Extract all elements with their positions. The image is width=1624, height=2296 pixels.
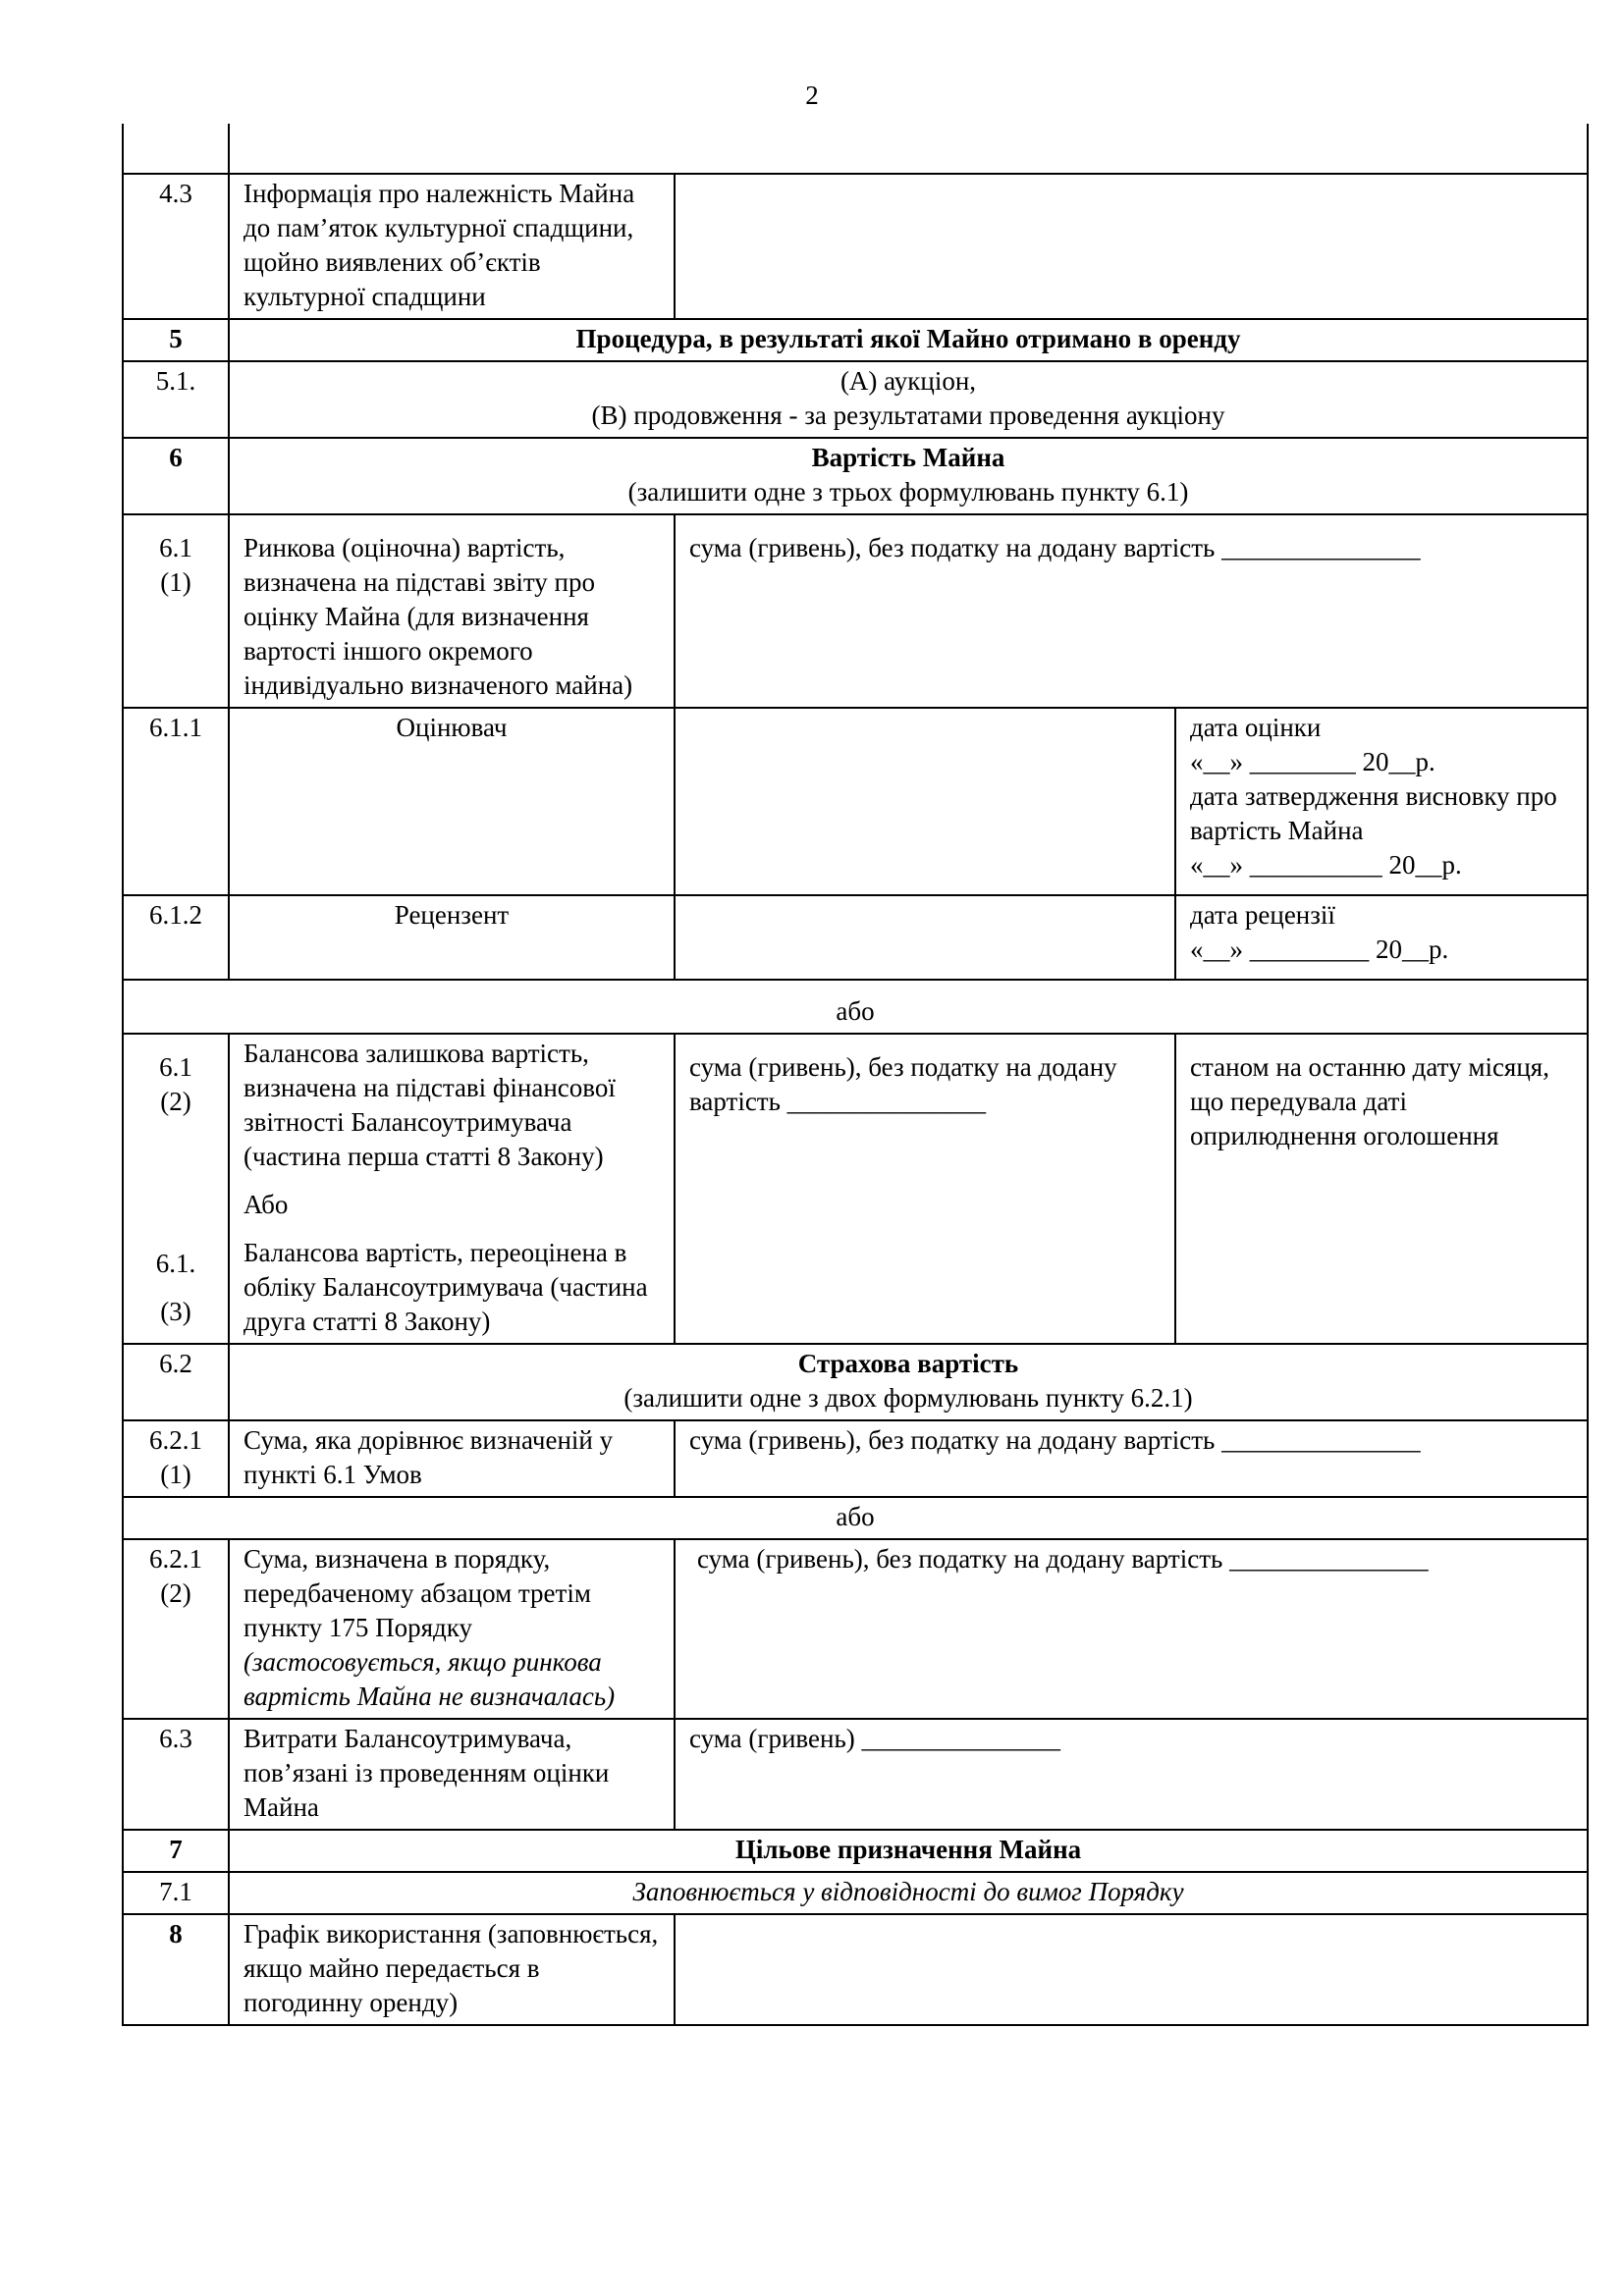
row-number: 7.1 [123, 1872, 229, 1914]
row-label [229, 1539, 675, 1719]
table-row-6-1-1-appraiser [123, 708, 1588, 895]
alternative-separator: або [123, 1497, 1588, 1539]
table-cell [123, 124, 229, 174]
row-note-text: станом на останню дату місяця, що передувала даті оприлюднення оголошення [1190, 1052, 1549, 1150]
row-number-main: 6.1 [159, 1052, 192, 1082]
row-number [123, 1539, 229, 1719]
row-label-text: Балансова залишкова вартість, визначена на підставі фінансової звітності Балансоутримувача (частина перша статті 8 Закону) [244, 1039, 616, 1171]
row-label: Рецензент [229, 895, 675, 980]
row-number: 6.2 [123, 1344, 229, 1420]
date-fill: «__» _________ 20__р. [1190, 934, 1449, 964]
row-label-or: Або [244, 1190, 289, 1219]
procedure-options [229, 361, 1588, 438]
row-label-text: Ринкова (оціночна) вартість, визначена на підставі звіту про оцінку Майна (для визначення вартості іншого окремого індивідуально визначеного майна) [244, 533, 633, 700]
table-row-6-1-2-balance [123, 1034, 1588, 1344]
row-label-text: Сума, визначена в порядку, передбаченому абзацом третім пункту 175 Порядку [244, 1544, 591, 1642]
row-value-empty [675, 708, 1175, 895]
row-value-text: сума (гривень), без податку на додану вартість _______________ [689, 1052, 1117, 1116]
row-number-sub: (3) [160, 1297, 191, 1326]
row-number [123, 1420, 229, 1497]
date-label: дата рецензії [1190, 900, 1335, 930]
date-label: дата затвердження висновку про вартість Майна [1190, 781, 1557, 845]
row-label: Сума, яка дорівнює визначеній у пункті 6.1 Умов [229, 1420, 675, 1497]
row-number-main: 6.2.1 [149, 1544, 202, 1574]
row-label: Графік використання (заповнюється, якщо майно передається в погодинну оренду) [229, 1914, 675, 2025]
row-label-text: Балансова вартість, переоцінена в обліку Балансоутримувача (частина друга статті 8 Закону) [244, 1238, 648, 1336]
section-header [229, 438, 1588, 514]
table-row-6-1-1 [123, 514, 1588, 708]
row-value [675, 1034, 1175, 1344]
table-row-6-2-1-1 [123, 1420, 1588, 1497]
row-dates [1175, 895, 1588, 980]
table-row-7-1 [123, 1872, 1588, 1914]
alternative-separator: або [123, 980, 1588, 1034]
row-number-main: 6.2.1 [149, 1425, 202, 1455]
row-number [123, 514, 229, 708]
row-value: сума (гривень) _______________ [675, 1719, 1588, 1830]
row-note [1175, 1034, 1588, 1344]
date-label: дата оцінки [1190, 713, 1322, 742]
row-number: 5 [123, 319, 229, 361]
row-number-sub: (1) [160, 567, 191, 597]
table-row-8 [123, 1914, 1588, 2025]
table-row-5-1 [123, 361, 1588, 438]
row-value-empty [675, 895, 1175, 980]
row-number: 5.1. [123, 361, 229, 438]
table-row-4-3 [123, 174, 1588, 319]
row-label [229, 514, 675, 708]
row-number: 4.3 [123, 174, 229, 319]
row-number: 6.1.2 [123, 895, 229, 980]
table-row-6-1-2 [123, 895, 1588, 980]
row-label-note: (застосовується, якщо ринкова вартість Майна не визначалась) [244, 1647, 616, 1711]
section-title: Цільове призначення Майна [229, 1830, 1588, 1872]
row-number [123, 1034, 229, 1344]
section-title: Процедура, в результаті якої Майно отримано в оренду [229, 319, 1588, 361]
date-fill: «__» ________ 20__р. [1190, 747, 1435, 776]
section-subtitle: (залишити одне з трьох формулювань пункту 6.1) [627, 477, 1189, 507]
row-number: 6 [123, 438, 229, 514]
row-label: Оцінювач [229, 708, 675, 895]
section-title: Вартість Майна [811, 443, 1005, 472]
row-label [229, 1034, 675, 1344]
row-number-sub: (2) [160, 1578, 191, 1608]
table-row-or [123, 980, 1588, 1034]
table-row-6 [123, 438, 1588, 514]
table-row-7 [123, 1830, 1588, 1872]
section-header [229, 1344, 1588, 1420]
row-value-empty [675, 1914, 1588, 2025]
row-number-sub: (1) [160, 1460, 191, 1489]
row-dates [1175, 708, 1588, 895]
date-fill: «__» __________ 20__р. [1190, 850, 1462, 880]
row-number-main: 6.1. [155, 1249, 196, 1278]
row-value: сума (гривень), без податку на додану вартість _______________ [675, 1420, 1588, 1497]
section-subtitle: (залишити одне з двох формулювань пункту 6.2.1) [623, 1383, 1193, 1413]
table-row-or [123, 1497, 1588, 1539]
row-label: Витрати Балансоутримувача, пов’язані із проведенням оцінки Майна [229, 1719, 675, 1830]
procedure-option-auction: (А) аукціон, [839, 366, 977, 396]
table-row-5 [123, 319, 1588, 361]
row-number-sub: (2) [160, 1087, 191, 1116]
row-number: 7 [123, 1830, 229, 1872]
row-label: Інформація про належність Майна до пам’яток культурної спадщини, щойно виявлених об’єктів культурної спадщини [229, 174, 675, 319]
row-value: сума (гривень), без податку на додану вартість _______________ [675, 1539, 1588, 1719]
page-number: 2 [805, 80, 819, 110]
row-number: 8 [123, 1914, 229, 2025]
row-value: Заповнюється у відповідності до вимог Порядку [229, 1872, 1588, 1914]
table-row-6-2-1-2 [123, 1539, 1588, 1719]
table-row-6-2 [123, 1344, 1588, 1420]
table-row-6-3 [123, 1719, 1588, 1830]
row-value-text: сума (гривень), без податку на додану вартість _______________ [689, 533, 1421, 562]
row-number: 6.1.1 [123, 708, 229, 895]
procedure-option-extension: (В) продовження - за результатами проведення аукціону [591, 400, 1225, 430]
row-number-main: 6.1 [159, 533, 192, 562]
row-value-empty [675, 174, 1588, 319]
row-number: 6.3 [123, 1719, 229, 1830]
table-row-continuation [123, 124, 1588, 174]
row-value [675, 514, 1588, 708]
section-title: Страхова вартість [797, 1349, 1019, 1378]
document-table [122, 124, 1589, 2026]
table-cell [229, 124, 1588, 174]
